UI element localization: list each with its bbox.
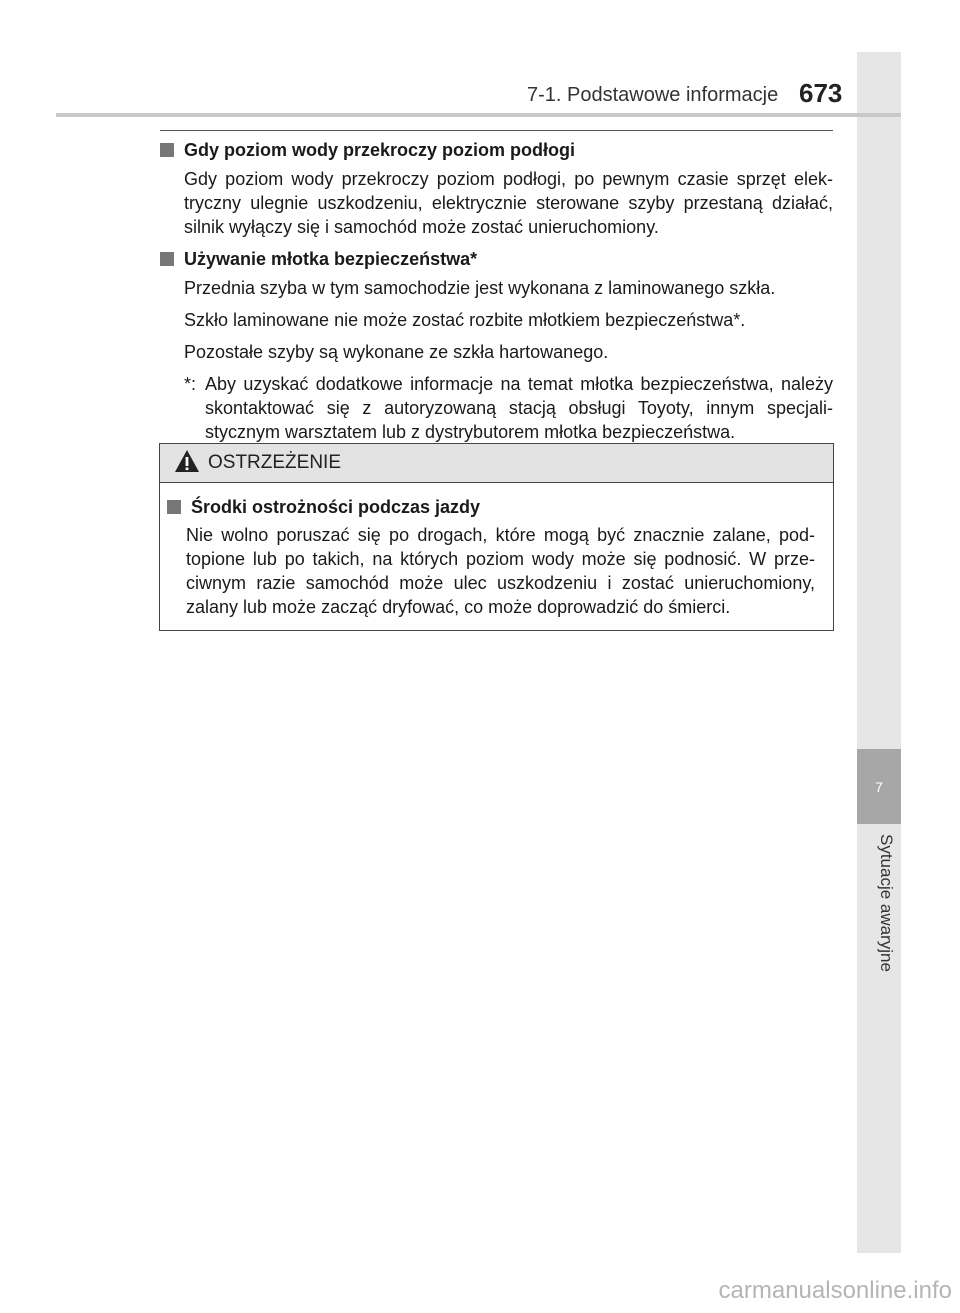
chapter-side-tab: [857, 52, 901, 1253]
section-heading-text: Używanie młotka bezpieczeństwa*: [184, 249, 478, 269]
square-bullet-icon: [160, 143, 174, 157]
chapter-number: 7: [857, 749, 901, 824]
warning-title: OSTRZEŻENIE: [208, 452, 342, 473]
section-water-level: [160, 138, 833, 239]
section-heading: [160, 138, 833, 162]
warning-box: [159, 443, 834, 631]
chapter-title: Sytuacje awaryjne: [877, 834, 896, 972]
header-divider: [56, 113, 901, 117]
section-safety-hammer: [160, 247, 833, 444]
footnote-text: Aby uzyskać dodatkowe informacje na temat młotka bezpieczeństwa, należy skontaktować się z autoryzowaną stacją obsługi Toyoty, innym specjalistycznym warsztatem lub z dystrybutorem młotka bezpieczeństwa.: [205, 374, 833, 442]
section-heading-text: Gdy poziom wody przekroczy poziom podłogi: [184, 140, 576, 160]
paragraph: Szkło laminowane nie może zostać rozbite młotkiem bezpieczeństwa*.: [184, 310, 746, 330]
content-top-rule: [160, 130, 833, 131]
paragraph: Przednia szyba w tym samochodzie jest wykonana z laminowanego szkła.: [184, 278, 776, 298]
section-title: 7-1. Podstawowe informacje: [527, 84, 779, 106]
warning-body: [160, 483, 833, 619]
section-heading: [160, 247, 833, 271]
watermark: carmanualsonline.info: [718, 1277, 952, 1304]
footnote-mark: *:: [184, 374, 197, 394]
square-bullet-icon: [167, 500, 181, 514]
warning-heading: [167, 495, 815, 519]
paragraph: Pozostałe szyby są wykonane ze szkła hartowanego.: [184, 342, 609, 362]
warning-text: Nie wolno poruszać się po drogach, które mogą być znacznie zalane, podtopione lub po takich, na których poziom wody może się podnosić. W przeciwnym razie samochód może ulec uszkodzeniu i zostać unieruchomiony, zalany lub może zacząć dryfować, co może doprowadzić do śmierci.: [186, 525, 815, 617]
footnote: [184, 372, 833, 444]
warning-heading-text: Środki ostrożności podczas jazdy: [191, 497, 481, 517]
warning-header: [160, 444, 833, 483]
warning-triangle-icon: [174, 449, 200, 478]
paragraph: Gdy poziom wody przekroczy poziom podłogi, po pewnym czasie sprzęt elektryczny ulegnie uszkodzeniu, elektrycznie sterowane szyby przestaną działać, silnik wyłączy się i samochód może zostać unieruchomiony.: [184, 169, 833, 237]
main-content: [160, 138, 833, 452]
page-number: 673: [799, 78, 843, 108]
square-bullet-icon: [160, 252, 174, 266]
